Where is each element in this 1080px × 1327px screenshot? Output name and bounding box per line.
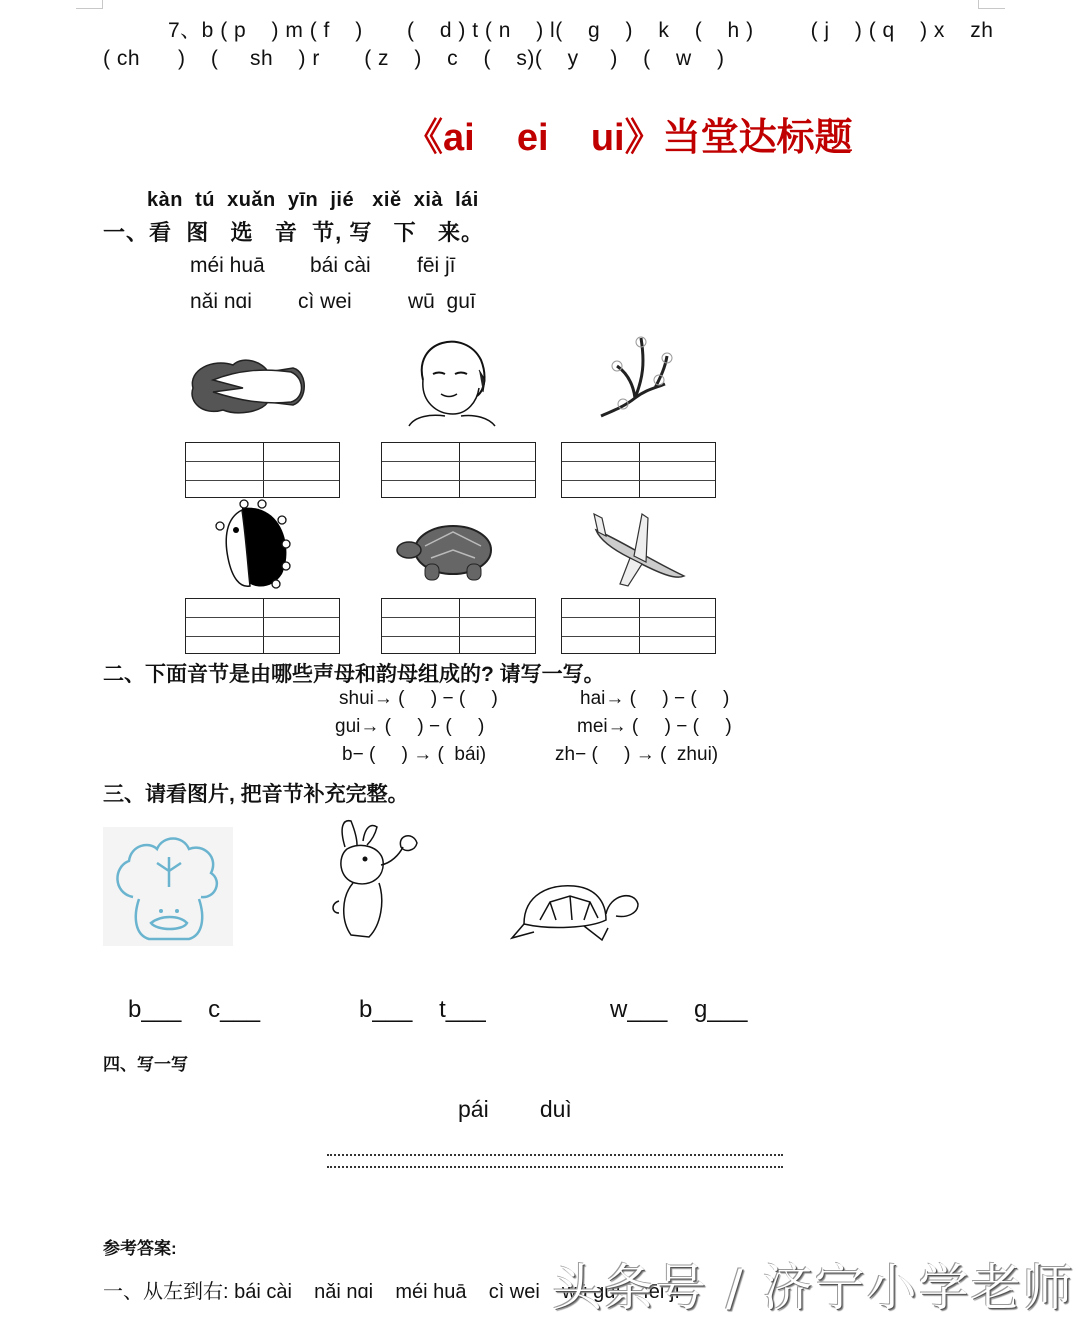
answer-grid-6[interactable] xyxy=(561,598,716,654)
blank-cabbage[interactable]: b___ c___ xyxy=(128,996,261,1023)
exercise-bai: b− ( ) → ( bái) xyxy=(342,744,487,765)
section4-pinyin: pái duì xyxy=(458,1096,572,1122)
option-fei-ji: fēi jī xyxy=(417,254,456,277)
option-nai-nai: nǎi nɑi xyxy=(190,290,252,313)
blank-turtle[interactable]: w___ g___ xyxy=(610,996,748,1023)
page-corner-mark-left xyxy=(76,0,103,9)
writing-line-2[interactable] xyxy=(327,1166,783,1168)
option-mei-hua: méi huā xyxy=(190,254,265,277)
cabbage-cartoon-picture xyxy=(103,827,233,946)
answers-heading: 参考答案: xyxy=(103,1239,177,1258)
turtle-picture xyxy=(510,880,640,944)
section2-heading: 二、下面音节是由哪些声母和韵母组成的? 请写一写。 xyxy=(103,663,605,686)
exercise-mei: mei→ ( ) − ( ) xyxy=(577,716,732,737)
answer-grid-4[interactable] xyxy=(185,598,340,654)
grandma-picture xyxy=(405,330,497,428)
blank-rabbit[interactable]: b___ t___ xyxy=(359,996,486,1023)
option-wu-gui: wū guī xyxy=(408,290,476,313)
watermark: 头条号 / 济宁小学老师 xyxy=(552,1259,1075,1317)
q7-line-2: ( ch ) ( sh ) r ( z ) c ( s)( y ) ( w ) xyxy=(103,47,725,70)
section4-heading: 四、写一写 xyxy=(103,1055,188,1074)
section1-pinyin: kàn tú xuǎn yīn jié xiě xià lái xyxy=(147,189,479,211)
cabbage-picture xyxy=(183,350,309,420)
answers-line-1: 一、从左到右: bái cài nǎi nɑi méi huā cì wei wū guī fēi jī xyxy=(103,1281,680,1303)
exercise-hai: hai→ ( ) − ( ) xyxy=(580,688,730,709)
exercise-gui: gui→ ( ) − ( ) xyxy=(335,716,485,737)
section1-heading: 一、看 图 选 音 节, 写 下 来。 xyxy=(103,220,485,245)
answer-grid-3[interactable] xyxy=(561,442,716,498)
section3-heading: 三、请看图片, 把音节补充完整。 xyxy=(103,783,409,806)
q7-line-1: 7、b ( p ) m ( f ) ( d ) t ( n ) l( g ) k ( h ) ( j ) ( q ) x zh xyxy=(168,19,994,42)
rabbit-picture xyxy=(325,817,430,947)
page-title: 《ai ei ui》当堂达标题 xyxy=(405,117,853,159)
plum-blossom-picture xyxy=(595,328,687,422)
exercise-shui: shui→ ( ) − ( ) xyxy=(339,688,498,709)
exercise-zhui: zh− ( ) → ( zhui) xyxy=(555,744,719,765)
option-bai-cai: bái cài xyxy=(310,254,371,277)
answer-grid-2[interactable] xyxy=(381,442,536,498)
airplane-picture xyxy=(590,510,688,588)
writing-line-1[interactable] xyxy=(327,1154,783,1156)
hedgehog-picture xyxy=(212,498,292,592)
answer-grid-1[interactable] xyxy=(185,442,340,498)
answer-grid-5[interactable] xyxy=(381,598,536,654)
tortoise-picture xyxy=(395,520,501,584)
page-corner-mark-right xyxy=(978,0,1005,9)
option-ci-wei: cì wei xyxy=(298,290,352,313)
